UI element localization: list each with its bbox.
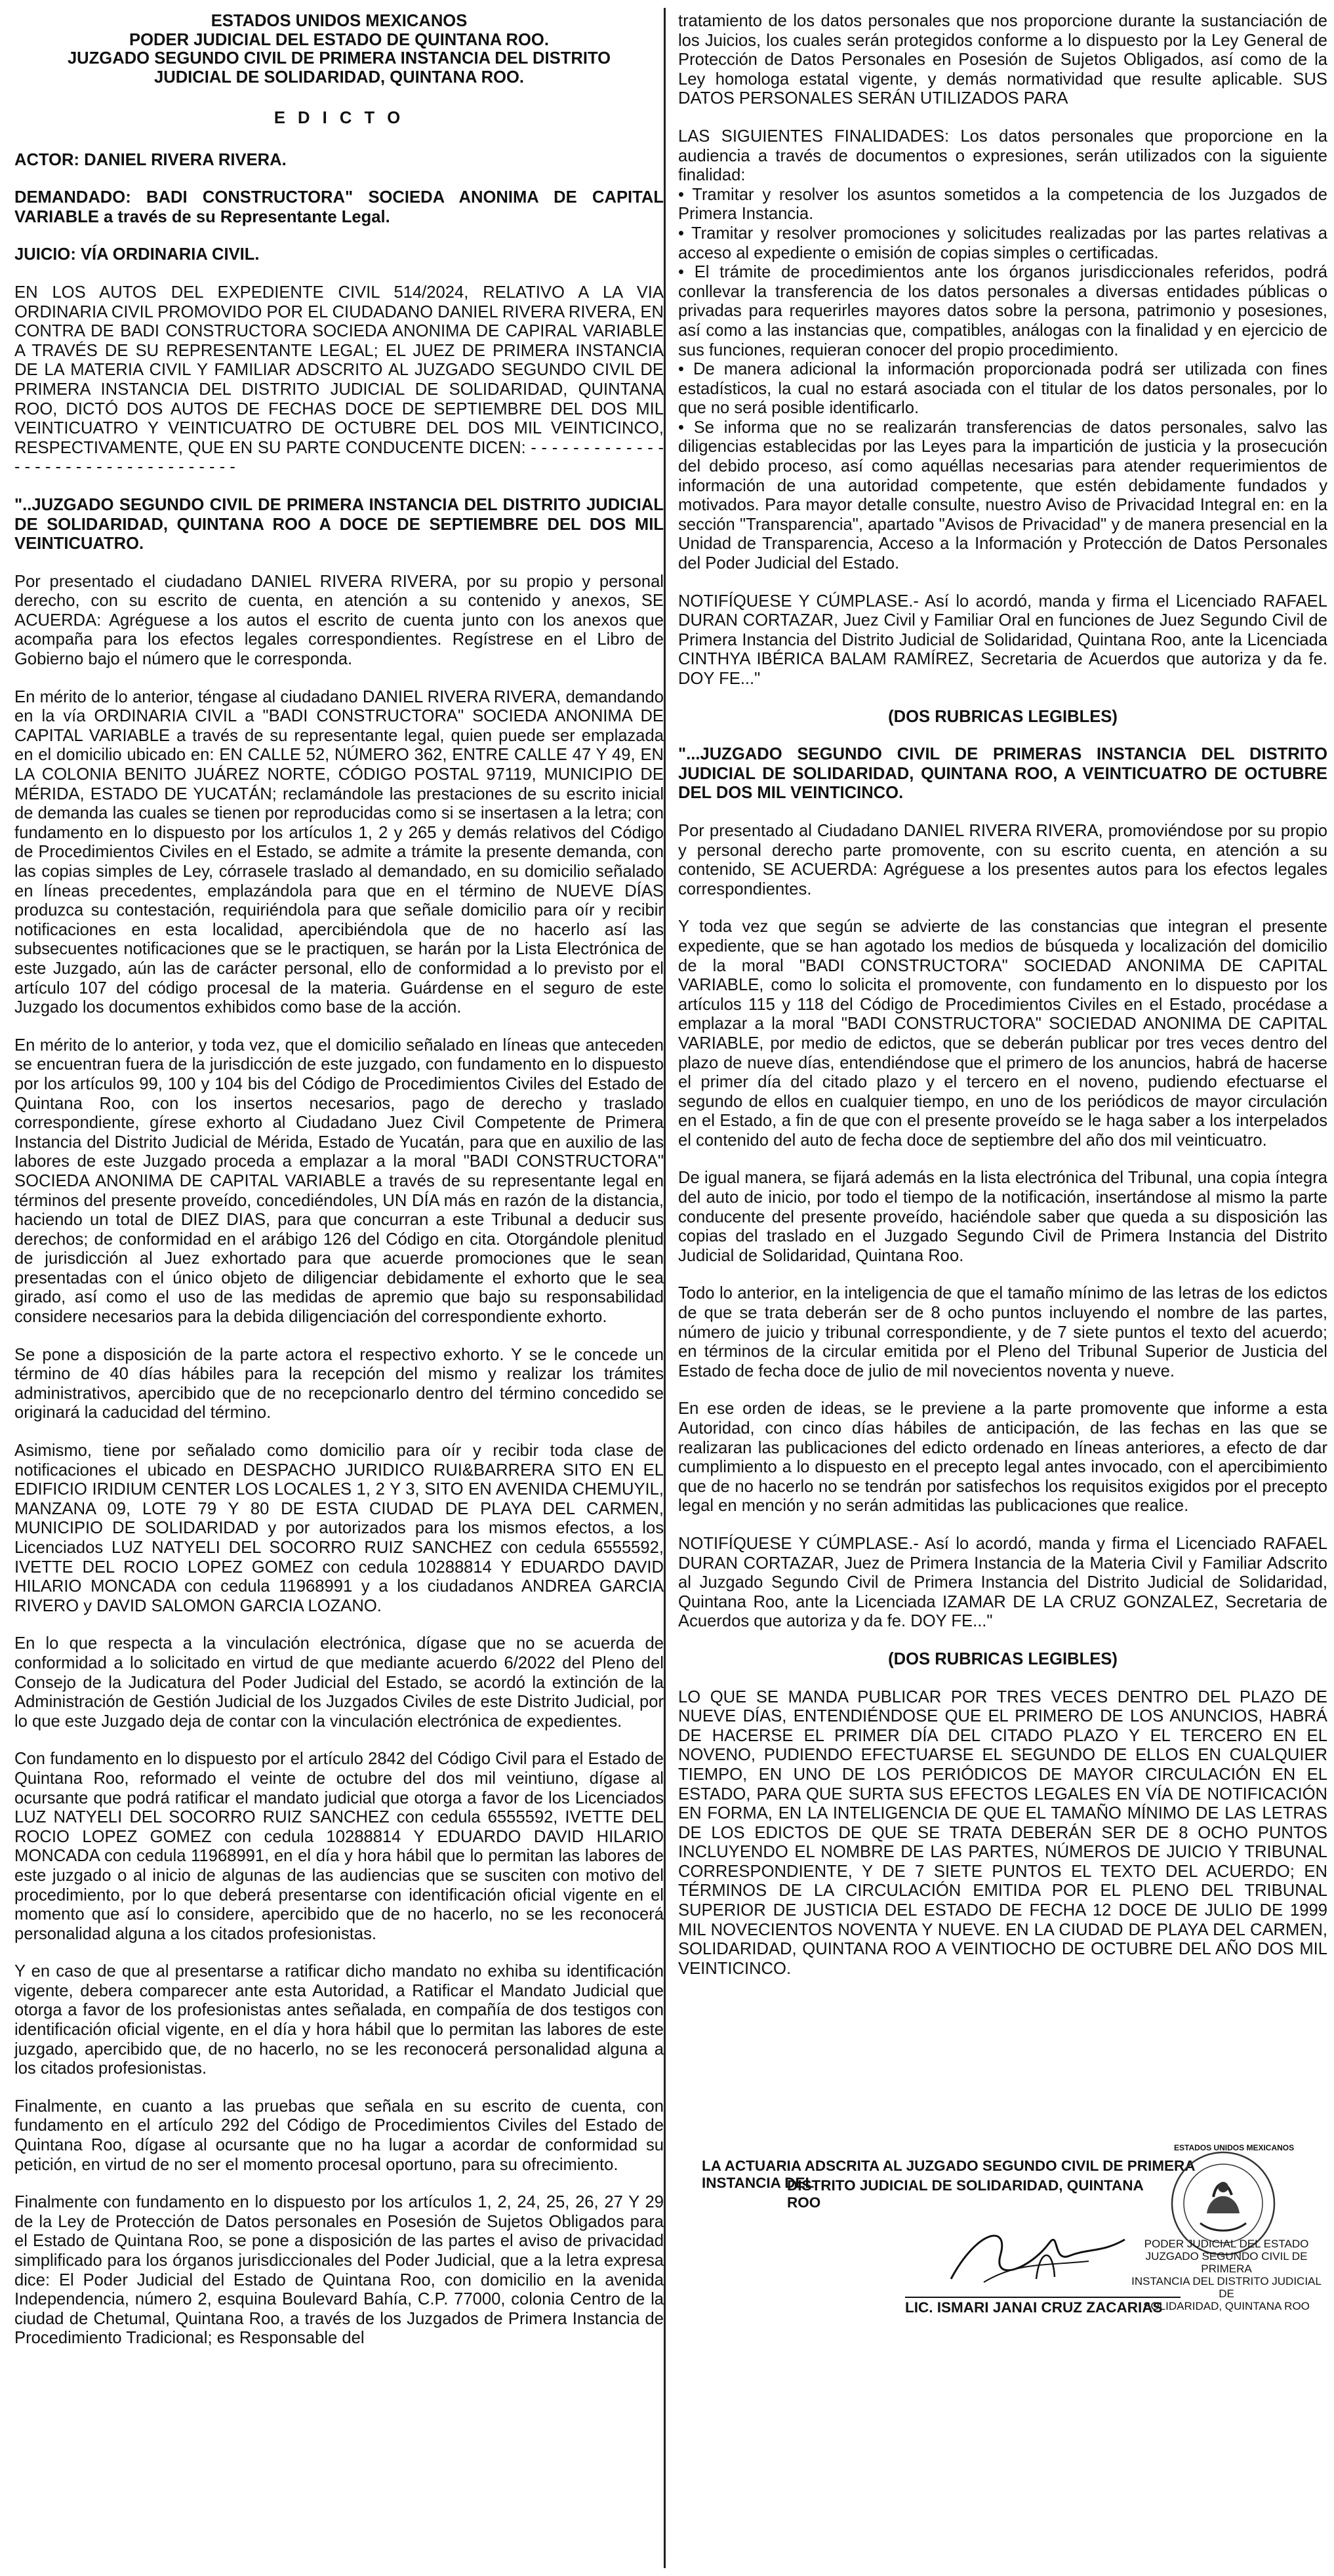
signature-title-1: LA ACTUARIA ADSCRITA AL JUZGADO SEGUNDO CIVIL DE PRIMERA INSTANCIA DEL bbox=[702, 2158, 1195, 2191]
header-line-2: PODER JUDICIAL DEL ESTADO DE QUINTANA ROO. bbox=[129, 30, 549, 49]
paragraph: Con fundamento en lo dispuesto por el artículo 2842 del Código Civil para el Estado de Quintana Roo, reformado el veinte de octubre del dos mil veintiuno, dígase al ocursante que podrá ratificar el mandato judicial que otorga a favor de los Licenciados LUZ NATYELI DEL SOCORRO RUIZ SANCHEZ con cedula 6555592, IVETTE DEL ROCIO LOPEZ GOMEZ con cedula 10288814 Y EDUARDO DAVID HILARIO MONCADA con cedula 11968991, en el día y hora hábil que lo permitan las labores de este juzgado o al inicio de algunas de las audiencias que se susciten con motivo del procedimiento, por lo que deberá presentarse con identificación oficial vigente en el momento que así lo considere, apercibido que de no hacerlo, no se les reconocerá personalidad alguna a los citados profesionistas. bbox=[14, 1750, 664, 1943]
signatory-name: LIC. ISMARI JANAI CRUZ ZACARIAS bbox=[905, 2297, 1181, 2316]
rubricas-line: (DOS RUBRICAS LEGIBLES) bbox=[888, 1649, 1118, 1668]
stamp-line: JUZGADO SEGUNDO CIVIL DE PRIMERA bbox=[1145, 2250, 1308, 2275]
bullet-item: • Tramitar y resolver los asuntos sometidos a la competencia de los Juzgados de Primera Instancia. bbox=[678, 185, 1327, 224]
paragraph: NOTIFÍQUESE Y CÚMPLASE.- Así lo acordó, manda y firma el Licenciado RAFAEL DURAN CORTAZAR, Juez Civil y Familiar Oral en funciones de Juez Segundo Civil de Primera Instancia del Distrito Judicial de Solidaridad, Quintana Roo, ante la Licenciada CINTHYA IBÉRICA BALAM RAMÍREZ, Secretaria de Acuerdos que autoriza y da fe. DOY FE..." bbox=[678, 592, 1327, 688]
paragraph: Se pone a disposición de la parte actora el respectivo exhorto. Y se le concede un término de 40 días hábiles para la recepción del mismo y realizar los trámites administrativos, apercibido que de no recepcionarlo dentro del término concedido se originará la caducidad del término. bbox=[14, 1345, 664, 1422]
rubricas-line: (DOS RUBRICAS LEGIBLES) bbox=[888, 707, 1118, 726]
signature-title-2: DISTRITO JUDICIAL DE SOLIDARIDAD, QUINTANA ROO bbox=[787, 2177, 1143, 2211]
header-line-4: JUDICIAL DE SOLIDARIDAD, QUINTANA ROO. bbox=[153, 68, 525, 87]
paragraph: Y toda vez que según se advierte de las constancias que integran el presente expediente, que se han agotado los medios de búsqueda y localización del domicilio de la moral "BADI CONSTRUCTORA" SOCIEDAD ANONIMA DE CAPITAL VARIABLE, como lo solicita el promovente, con fundamento en lo dispuesto por los artículos 115 y 118 del Código de Procedimientos Civiles en el Estado, procédase a emplazar a la moral "BADI CONSTRUCTORA" SOCIEDAD ANONIMA DE CAPITAL VARIABLE, por medio de edictos, que se deberán publicar por tres veces dentro del plazo de nueve días, entendiéndose que el primero de los anuncios, habrá de hacerse el primer día del citado plazo y el tercero en el noveno, pudiendo efectuarse el segundo de ellos en cualquier tiempo, en uno de los periódicos de mayor circulación en el Estado, a fin de que con el presente proveído se le haga saber a los interpelados el contenido del auto de fecha doce de septiembre del año dos mil veinticuatro. bbox=[678, 917, 1327, 1150]
bullet-item: • Tramitar y resolver promociones y solicitudes realizadas por las partes relativas a acceso al expediente o emisión de copias simples o certificadas. bbox=[678, 224, 1327, 262]
paragraph: En mérito de lo anterior, téngase al ciudadano DANIEL RIVERA RIVERA, demandando en la vía ORDINARIA CIVIL a "BADI CONSTRUCTORA" SOCIEDA ANONIMA DE CAPITAL VARIABLE a través de su representante legal, quien puede ser emplazada en el domicilio ubicado en: EN CALLE 52, NÚMERO 362, ENTRE CALLE 47 Y 49, EN LA COLONIA BENITO JUÁREZ NORTE, CÓDIGO POSTAL 97119, MUNICIPIO DE MÉRIDA, ESTADO DE YUCATÁN; reclamándole las prestaciones de su escrito inicial de demanda las cuales se tienen por reproducidas como si se insertasen a la letra; con fundamento en lo dispuesto por los artículos 1, 2 y 265 y demás relativos del Código de Procedimientos Civiles en el Estado, se admite a trámite la presente demanda, con las copias simples de Ley, córrasele traslado al demandado, en su domicilio señalado en líneas precedentes, emplazándola para que en el término de NUEVE DÍAS produzca su contestación, requiriéndola para que señale domicilio para oír y recibir notificaciones en esta localidad, apercibiéndola que de no hacerlo así las subsecuentes notificaciones que se le practiquen, se harán por la Lista Electrónica de este Juzgado, aún las de carácter personal, ello de conformidad a lo previsto por el artículo 107 del código procesal de la materia. Guárdense en el seguro de este Juzgado los documentos exhibidos como base de la acción. bbox=[14, 687, 664, 1017]
court-heading-1: "..JUZGADO SEGUNDO CIVIL DE PRIMERA INSTANCIA DEL DISTRITO JUDICIAL DE SOLIDARIDAD, QUINTANA ROO A DOCE DE SEPTIEMBRE DEL DOS MIL VEINTICUATRO. bbox=[14, 495, 664, 553]
handwritten-signature bbox=[938, 2217, 1135, 2295]
court-heading-2: "...JUZGADO SEGUNDO CIVIL DE PRIMERAS INSTANCIA DEL DISTRITO JUDICIAL DE SOLIDARIDAD, QUINTANA ROO, A VEINTICUATRO DE OCTUBRE DEL DOS MIL VEINTICINCO. bbox=[678, 745, 1327, 803]
publication-paragraph: LO QUE SE MANDA PUBLICAR POR TRES VECES DENTRO DEL PLAZO DE NUEVE DÍAS, ENTENDIÉNDOSE QUE EL PRIMERO DE LOS ANUNCIOS, HABRÁ DE HACERSE EL PRIMER DÍA DEL CITADO PLAZO Y EL TERCERO EN EL NOVENO, PUDIENDO EFECTUARSE EL SEGUNDO DE ELLOS EN CUALQUIER TIEMPO, EN UNO DE LOS PERIÓDICOS DE MAYOR CIRCULACIÓN EN EL ESTADO, PARA QUE SURTA SUS EFECTOS LEGALES EN VÍA DE NOTIFICACIÓN EN FORMA, EN LA INTELIGENCIA DE QUE EL TAMAÑO MÍNIMO DE LAS LETRAS DE LOS EDICTOS DE QUE SE TRATA DEBERÁN SER DE 8 OCHO PUNTOS INCLUYENDO EL NOMBRE DE LAS PARTES, NÚMEROS DE JUICIO Y TRIBUNAL CORRESPONDIENTE, Y DE 7 SIETE PUNTOS EL TEXTO DEL ACUERDO; EN TÉRMINOS DE LA CIRCULACIÓN EMITIDA POR EL PLENO DEL TRIBUNAL SUPERIOR DE JUSTICIA DEL ESTADO DE FECHA 12 DOCE DE JULIO DE 1999 MIL NOVECIENTOS NOVENTA Y NUEVE. EN LA CIUDAD DE PLAYA DEL CARMEN, SOLIDARIDAD, QUINTANA ROO A VEINTIOCHO DE OCTUBRE DEL AÑO DOS MIL VEINTICINCO. bbox=[678, 1687, 1327, 1978]
paragraph: Y en caso de que al presentarse a ratificar dicho mandato no exhiba su identificación vigente, debera comparecer ante esta Autoridad, a Ratificar el Mandato Judicial que otorga a favor de los profesionistas antes señalada, en compañía de dos testigos con identificación oficial vigente, en el día y hora hábil que lo permitan las labores de este juzgado, apercibido que, de no hacerlo, no se les reconocerá personalidad alguna a los citados profesionistas. bbox=[14, 1962, 664, 2078]
paragraph: De igual manera, se fijará además en la lista electrónica del Tribunal, una copia íntegra del auto de inicio, por todo el tiempo de la notificación, insertándose al mismo la parte conducente del presente proveído, haciéndole saber que queda a su disposición las copias del traslado en el Juzgado Segundo Civil de Primera Instancia del Distrito Judicial de Solidaridad, Quintana Roo. bbox=[678, 1169, 1327, 1265]
paragraph: En mérito de lo anterior, y toda vez, que el domicilio señalado en líneas que anteceden se encuentran fuera de la jurisdicción de este juzgado, con fundamento en lo dispuesto por los artículos 99, 100 y 104 bis del Código de Procedimientos Civiles del Estado de Quintana Roo, con los insertos necesarios, pago de derecho y traslado correspondiente, gírese exhorto al Ciudadano Juez Civil Competente de Primera Instancia del Distrito Judicial de Mérida, Estado de Yucatán, para que en auxilio de las labores de este Juzgado proceda a emplazar a la moral "BADI CONSTRUCTORA" SOCIEDA ANONIMA DE CAPITAL VARIABLE a través de su representante legal en términos del presente proveído, concediéndoles, UN DÍA más en razón de la distancia, haciendo un total de DIEZ DIAS, para que concurran a este Tribunal a deducir sus derechos; de conformidad en el arábigo 126 del Código en cita. Otorgándole plenitud de jurisdicción al Juez exhortado para que acuerde promociones que le sean presentadas con el único objeto de diligenciar debidamente el exhorto que le sea girado, así como el uso de las medidas de apremio que bajo su responsabilidad considere necesarios para la debida diligenciación del correspondiente exhorto. bbox=[14, 1036, 664, 1327]
stamp-line: INSTANCIA DEL DISTRITO JUDICIAL DE bbox=[1131, 2275, 1322, 2300]
paragraph: NOTIFÍQUESE Y CÚMPLASE.- Así lo acordó, manda y firma el Licenciado RAFAEL DURAN CORTAZAR, Juez de Primera Instancia de la Materia Civil y Familiar Adscrito al Juzgado Segundo Civil de Primera Instancia del Distrito Judicial de Solidaridad, Quintana Roo, ante la Licenciada IZAMAR DE LA CRUZ GONZALEZ, Secretaria de Acuerdos que autoriza y da fe. DOY FE..." bbox=[678, 1534, 1327, 1631]
header-line-3: JUZGADO SEGUNDO CIVIL DE PRIMERA INSTANCIA DEL DISTRITO bbox=[67, 49, 611, 68]
paragraph: Todo lo anterior, en la inteligencia de que el tamaño mínimo de las letras de los edictos de que se trata deberán ser de 8 ocho puntos incluyendo el nombre de las partes, número de juicio y tribunal correspondiente, y de 7 siete puntos el texto del acuerdo; en términos de la circular emitida por el Pleno del Tribunal Superior de Justicia del Estado de fecha doce de julio de mil novecientos noventa y nueve. bbox=[678, 1284, 1327, 1380]
stamp-line: PODER JUDICIAL DEL ESTADO bbox=[1144, 2238, 1309, 2250]
demandado-line: DEMANDADO: BADI CONSTRUCTORA" SOCIEDA ANONIMA DE CAPITAL VARIABLE a través de su Representante Legal. bbox=[14, 188, 664, 226]
bullet-item: • De manera adicional la información proporcionada podrá ser utilizada con fines estadísticos, la cual no estará asociada con el titular de los datos personales, por lo que no será posible identificarlo. bbox=[678, 360, 1327, 418]
paragraph: Asimismo, tiene por señalado como domicilio para oír y recibir toda clase de notificaciones el ubicado en DESPACHO JURIDICO RUI&BARRERA SITO EN EL EDIFICIO IRIDIUM CENTER LOS LOCALES 1, 2 Y 3, SITO EN AVENIDA CHEMUYIL, MANZANA 09, LOTE 79 Y 80 DE ESTA CIUDAD DE PLAYA DEL CARMEN, MUNICIPIO DE SOLIDARIDAD y por autorizados para los mismos efectos, a los Licenciados LUZ NATYELI DEL SOCORRO RUIZ SANCHEZ con cedula 6555592, IVETTE DEL ROCIO LOPEZ GOMEZ con cedula 10288814 Y EDUARDO DAVID HILARIO MONCADA con cedula 11968991 y a los ciudadanos ANDREA GARCIA RIVERO y DAVID SALOMON GARCIA LOZANO. bbox=[14, 1441, 664, 1615]
juicio-line: JUICIO: VÍA ORDINARIA CIVIL. bbox=[14, 245, 260, 264]
bullet-item: • Se informa que no se realizarán transferencias de datos personales, salvo las diligencias establecidas por las Leyes para la impartición de justicia y la prosecución del debido proceso, así como aquéllas necesarias para atender requerimientos de información de una autoridad competente, que estén debidamente fundados y motivados. Para mayor detalle consulte, nuestro Aviso de Privacidad Integral en: en la sección "Transparencia", apartado "Avisos de Privacidad" y de manera presencial en la Unidad de Transparencia, Acceso a la Información y Protección de Datos Personales del Poder Judicial del Estado. bbox=[678, 418, 1327, 573]
document-title: E D I C T O bbox=[273, 109, 405, 127]
paragraph: Por presentado el ciudadano DANIEL RIVERA RIVERA, por su propio y personal derecho, con su escrito de cuenta, en atención a su contenido y anexos, SE ACUERDA: Agréguese a los autos el escrito de cuenta junto con los anexos que acompaña para los efectos legales correspondientes. Regístrese en el Libro de Gobierno bajo el número que le corresponda. bbox=[14, 572, 664, 669]
actor-line: ACTOR: DANIEL RIVERA RIVERA. bbox=[14, 150, 287, 169]
bullet-item: • El trámite de procedimientos ante los órganos jurisdiccionales referidos, podrá conllevar la transferencia de los datos personales a diversas entidades públicas o privadas para requerirles mayores datos sobre la persona, patrimonio y posesiones, así como a las instancias que, compatibles, análogas con la finalidad y en ejercicio de sus funciones, requieran conocer del propio procedimiento. bbox=[678, 263, 1327, 359]
paragraph: Finalmente con fundamento en lo dispuesto por los artículos 1, 2, 24, 25, 26, 27 Y 29 de la Ley de Protección de Datos personales en Posesión de Sujetos Obligados para el Estado de Quintana Roo, se pone a disposición de las partes el aviso de privacidad simplificado para los órganos jurisdiccionales del Poder Judicial, que a la letra expresa dice: El Poder Judicial del Estado de Quintana Roo, con domicilio en la avenida Independencia, número 2, esquina Boulevard Bahía, C.P. 77000, colonia Centro de la ciudad de Chetumal, Quintana Roo, a través de los Juzgados de Primera Instancia de Procedimiento Tradicional; es Responsable del bbox=[14, 2193, 664, 2348]
paragraph: En lo que respecta a la vinculación electrónica, dígase que no se acuerda de conformidad a lo solicitado en virtud de que mediante acuerdo 6/2022 del Pleno del Consejo de la Judicatura del Poder Judicial del Estado, se acordó la extinción de la Administración de Gestión Judicial de los Juzgados Civiles de este Distrito Judicial, por lo que este Juzgado deja de contar con la vinculación electrónica de expedientes. bbox=[14, 1634, 664, 1731]
left-column bbox=[14, 12, 664, 2367]
stamp-text bbox=[1128, 2238, 1325, 2312]
paragraph: tratamiento de los datos personales que nos proporcione durante la sustanciación de los Juicios, los cuales serán protegidos conforme a lo dispuesto por la Ley General de Protección de Datos Personales en Posesión de Sujetos Obligados, así como de la Ley homologa estatal vigente, y demás normatividad que resulte aplicable. SUS DATOS PERSONALES SERÁN UTILIZADOS PARA bbox=[678, 12, 1327, 108]
paragraph: Por presentado al Ciudadano DANIEL RIVERA RIVERA, promoviéndose por su propio y personal derecho parte promovente, con su escrito cuenta, en atención a su contenido, SE ACUERDA: Agréguese a los presentes autos para los efectos legales correspondientes. bbox=[678, 821, 1327, 898]
paragraph: LAS SIGUIENTES FINALIDADES: Los datos personales que proporcione en la audiencia a través de documentos o expresiones, serán utilizados con la siguiente finalidad: bbox=[678, 127, 1327, 185]
stamp-top-text: ESTADOS UNIDOS MEXICANOS bbox=[1174, 2143, 1295, 2152]
column-divider bbox=[664, 8, 666, 2568]
header-line-1: ESTADOS UNIDOS MEXICANOS bbox=[211, 12, 468, 30]
paragraph: En ese orden de ideas, se le previene a la parte promovente que informe a esta Autoridad, con cinco días hábiles de anticipación, de las fechas en las que se realizaran las publicaciones del edicto ordenado en líneas anteriores, a efecto de dar cumplimiento a lo dispuesto en el precepto legal antes invocado, con el apercibimiento que de no hacerlo no se tendrán por satisfechos los requisitos exigidos por el precepto legal en mención y no serán admitidas las publicaciones que realice. bbox=[678, 1399, 1327, 1516]
stamp-line: SOLIDARIDAD, QUINTANA ROO bbox=[1143, 2300, 1310, 2312]
intro-paragraph: EN LOS AUTOS DEL EXPEDIENTE CIVIL 514/2024, RELATIVO A LA VIA ORDINARIA CIVIL PROMOVIDO POR EL CIUDADANO DANIEL RIVERA RIVERA, EN CONTRA DE BADI CONSTRUCTORA SOCIEDA ANONIMA DE CAPIRAL VARIABLE A TRAVÉS DE SU REPRESENTANTE LEGAL; EL JUEZ DE PRIMERA INSTANCIA DE LA MATERIA CIVIL Y FAMILIAR ADSCRITO AL JUZGADO SEGUNDO CIVIL DE PRIMERA INSTANCIA DEL DISTRITO JUDICIAL DE SOLIDARIDAD, QUINTANA ROO, DICTÓ DOS AUTOS DE FECHAS DOCE DE SEPTIEMBRE DEL DOS MIL VEINTICUATRO Y VEINTICUATRO DE OCTUBRE DEL DOS MIL VEINTICINCO, RESPECTIVAMENTE, QUE EN SU PARTE CONDUCENTE DICEN: - - - - - - - - - - - - - - - - - - - - - - - - - - - - - - - - - - - bbox=[14, 283, 664, 477]
right-column bbox=[678, 12, 1327, 1997]
paragraph: Finalmente, en cuanto a las pruebas que señala en su escrito de cuenta, con fundamento en el artículo 292 del Código de Procedimientos Civiles del Estado de Quintana Roo, dígase al ocursante que no ha lugar a acordar de conformidad su petición, en virtud de no ser el momento procesal oportuno, para su ofrecimiento. bbox=[14, 2097, 664, 2174]
